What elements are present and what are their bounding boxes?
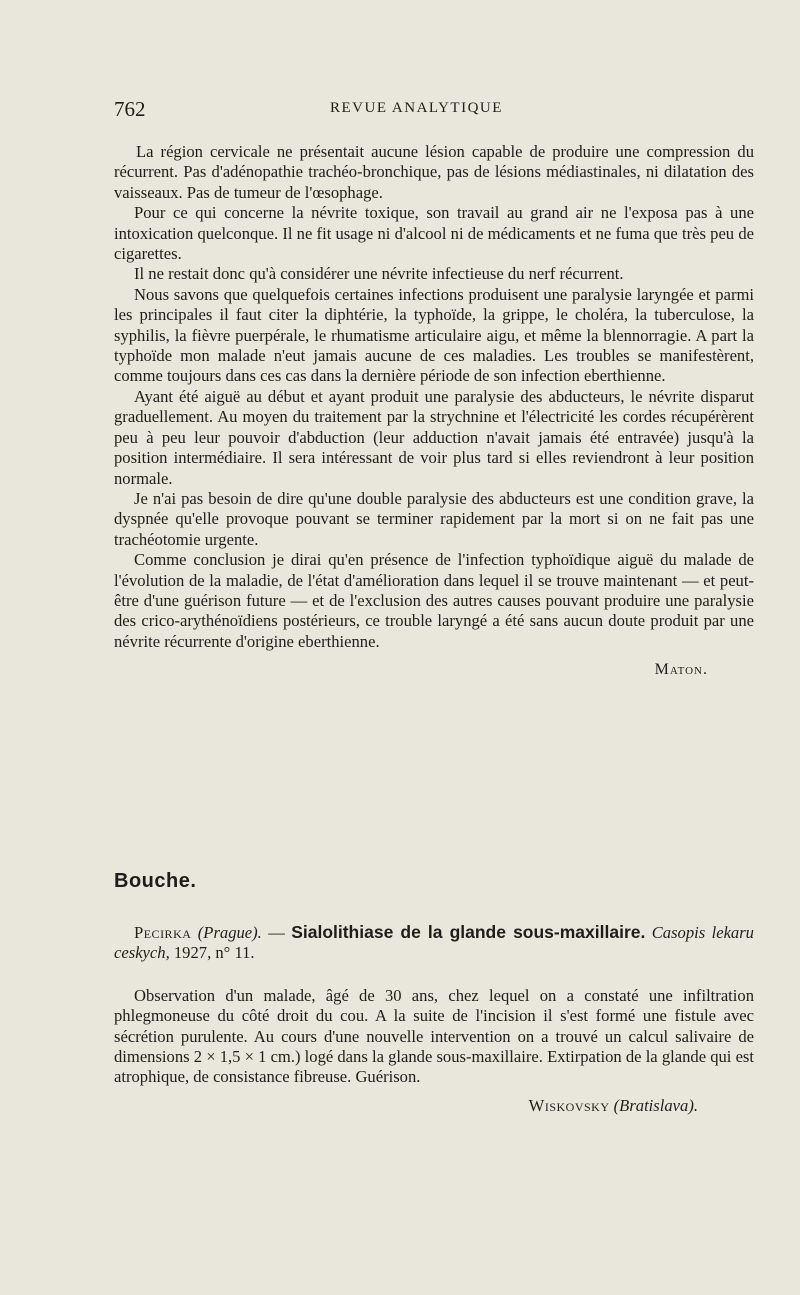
article-continuation: [114, 142, 754, 681]
journal-name: Casopis lekaru ceskych,: [114, 923, 754, 963]
reviewer-name: Wiskovsky: [528, 1095, 610, 1115]
paragraph: La région cervicale ne présentait aucune lésion capable de produire une compression du récurrent. Pas d'adénopathie trachéo-bronchique, pas de lésions médiastinales, ni dilatation des vaisseaux. Pas de tumeur de l'œsophage.: [114, 142, 754, 202]
running-title: REVUE ANALYTIQUE: [330, 100, 503, 116]
author-name: Pecirka: [134, 923, 192, 942]
abstract-body: Observation d'un malade, âgé de 30 ans, chez lequel on a constaté une infiltration phlegmoneuse du côté droit du cou. A la suite de l'incision il s'est formé une fistule avec sécrétion purulente. Au cours d'une nouvelle intervention on a trouvé un calcul salivaire de dimensions 2 × 1,5 × 1 cm.) logé dans la glande sous-maxillaire. Extirpation de la glande qui est atrophique, de consistance fibreuse. Guérison.: [114, 985, 754, 1087]
reviewer-signature: [114, 1096, 698, 1116]
dash: —: [261, 923, 292, 942]
abstract-entry: [114, 922, 754, 1116]
page-number: 762: [114, 97, 146, 121]
paragraph: Je n'ai pas besoin de dire qu'une double paralysie des abducteurs est une condition grave, la dyspnée qu'elle provoque pouvant se terminer rapidement par la mort si on ne fait pas une trachéotomie urgente.: [114, 488, 754, 549]
paragraph: Comme conclusion je dirai qu'en présence de l'infection typhoïdique aiguë du malade de l'évolution de la maladie, de l'état d'amélioration dans lequel il se trouve maintenant — et peut-être d'une guérison future — et de l'exclusion des autres causes pouvant produire une paralysie des crico-arythénoïdiens postérieurs, ce trouble laryngé a été sans aucun doute produit par une névrite récurrente d'origine eberthienne.: [114, 550, 754, 651]
paragraph: Nous savons que quelquefois certaines infections produisent une paralysie laryngée et parmi les principales il faut citer la diphtérie, la typhoïde, la grippe, le choléra, la tuberculose, la syphilis, la fièvre puerpérale, le rhumatisme articulaire aigu, et même la blennorragie. A part la typhoïde mon malade n'eut jamais aucune de ces maladies. Les troubles se manifestèrent, comme toujours dans ces cas dans la dernière période de son infection eberthienne.: [114, 284, 754, 386]
page-header: [114, 97, 754, 123]
author-signature: Maton.: [654, 661, 708, 679]
reviewer-location: (Bratislava).: [613, 1095, 698, 1115]
abstract-header: [114, 922, 754, 964]
author-location: (Prague).: [197, 923, 262, 942]
abstract-title: Sialolithiase de la glande sous-maxillaire.: [291, 922, 646, 942]
section-heading: Bouche.: [114, 870, 197, 892]
paragraph: Ayant été aiguë au début et ayant produit une paralysie des abducteurs, le névrite disparut graduellement. Au moyen du traitement par la strychnine et l'électricité les cordes récupérèrent peu à peu leur pouvoir d'abduction (leur adduction n'avait jamais été entravée) jusqu'à la position intermédiaire. Il sera intéressant de voir plus tard si elles reviendront à leur position normale.: [114, 386, 754, 488]
citation: 1927, n° 11.: [169, 943, 255, 963]
paragraph: Il ne restait donc qu'à considérer une névrite infectieuse du nerf récurrent.: [134, 264, 624, 284]
paragraph: Pour ce qui concerne la névrite toxique, son travail au grand air ne l'exposa pas à une intoxication quelconque. Il ne fit usage ni d'alcool ni de médicaments et ne fuma que très peu de cigarettes.: [114, 203, 754, 264]
